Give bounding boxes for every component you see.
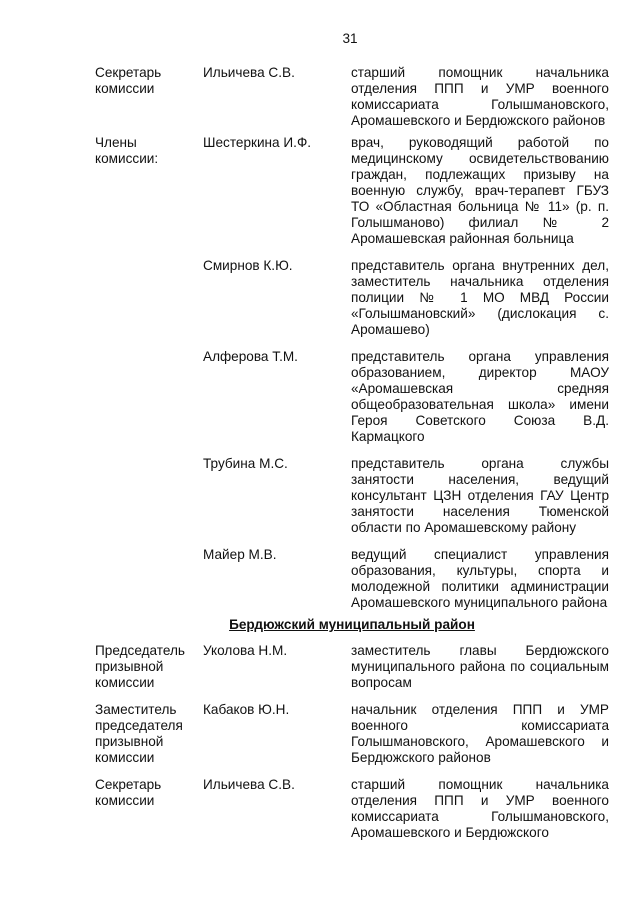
- member-position: начальник отделения ППП и УМР военного комиссариата Голышмановского, Аромашевского и Бердюжского районов: [351, 702, 609, 765]
- member-position: представитель органа внутренних дел, заместитель начальника отделения полиции № 1 МО МВД России «Голышмановский» (дислокация с. Аромашево): [351, 258, 609, 337]
- commission-row: [95, 777, 609, 841]
- role-label: [95, 349, 203, 445]
- role-label: Председатель призывной комиссии: [95, 643, 185, 690]
- member-name: Уколова Н.М.: [203, 643, 288, 658]
- commission-row: [95, 547, 609, 611]
- member-name: Трубина М.С.: [203, 456, 288, 471]
- member-position: старший помощник начальника отделения ППП и УМР военного комиссариата Голышмановского, Аромашевского и Бердюжского районов: [351, 65, 609, 128]
- role-label: [95, 258, 203, 338]
- member-name: Кабаков Ю.Н.: [203, 702, 290, 717]
- commission-row: [95, 456, 609, 536]
- role-label: Секретарь комиссии: [95, 65, 162, 96]
- role-label: Секретарь комиссии: [95, 777, 162, 808]
- member-position: врач, руководящий работой по медицинскому освидетельствованию граждан, подлежащих призыву на военную службу, врач-терапевт ГБУЗ ТО «Областная больница № 11» (р. п. Голышманово) филиал № 2 Аромашевская районная больница: [351, 135, 609, 246]
- section-title: Бердюжский муниципальный район: [229, 617, 475, 632]
- commission-row: [95, 643, 609, 691]
- member-name: Майер М.В.: [203, 547, 277, 562]
- member-name: Ильичева С.В.: [203, 777, 295, 792]
- commission-row: [95, 258, 609, 338]
- role-label: [95, 547, 203, 611]
- commission-row: [95, 135, 609, 247]
- member-name: Алферова Т.М.: [203, 349, 298, 364]
- member-position: старший помощник начальника отделения ППП и УМР военного комиссариата Голышмановского, Аромашевского и Бердюжского: [351, 777, 609, 840]
- role-label: Заместитель председателя призывной комиссии: [95, 702, 183, 765]
- page-number: 31: [342, 31, 358, 46]
- member-name: Смирнов К.Ю.: [203, 258, 293, 273]
- commission-row: [95, 65, 609, 129]
- member-name: Шестеркина И.Ф.: [203, 135, 312, 150]
- member-position: представитель органа управления образованием, директор МАОУ «Аромашевская средняя общеобразовательная школа» имени Героя Советского Союза В.Д. Кармацкого: [351, 349, 609, 444]
- commission-row: [95, 702, 609, 766]
- role-label: [95, 456, 203, 536]
- commission-list: [95, 65, 609, 841]
- member-name: Ильичева С.В.: [203, 65, 295, 80]
- commission-row: [95, 349, 609, 445]
- member-position: заместитель главы Бердюжского муниципального района по социальным вопросам: [351, 643, 609, 690]
- member-position: представитель органа службы занятости населения, ведущий консультант ЦЗН отделения ГАУ Центр занятости населения Тюменской области по Аромашевскому району: [351, 456, 609, 535]
- member-position: ведущий специалист управления образования, культуры, спорта и молодежной политики администрации Аромашевского муниципального района: [351, 547, 609, 610]
- role-label: Члены комиссии:: [95, 135, 159, 166]
